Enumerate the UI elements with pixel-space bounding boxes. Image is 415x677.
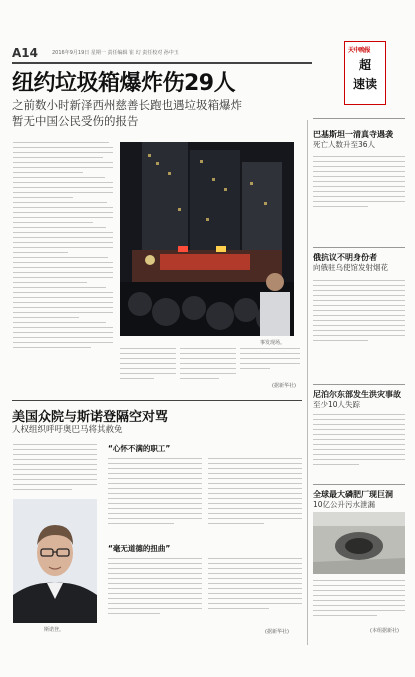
sidebar-text-phosphate [313, 580, 405, 620]
sidebar-subtitle: 向俄驻乌使馆发射烟花 [313, 263, 388, 272]
section-label-2: 速读 [352, 77, 377, 91]
sidebar-rule-1 [313, 118, 405, 119]
story2-headline: 美国众院与斯诺登隔空对骂 [12, 410, 169, 425]
sidebar-subtitle: 死亡人数升至36人 [313, 140, 376, 149]
snowden-portrait [13, 499, 97, 623]
brand-box [344, 41, 386, 105]
main-subhead-line1: 之前数小时新泽西州慈善长跑也遇垃圾箱爆炸 [12, 98, 242, 112]
sinkhole-photo [313, 512, 405, 574]
story2-section1-title: “心怀不满的职工” [108, 444, 171, 453]
main-headline: 纽约垃圾箱爆炸伤29人 [12, 71, 236, 96]
story2-column-1 [13, 444, 97, 494]
header-date-line: 2016年9月19日 星期一 责任编辑 崔 幻 责任校对 孙中玉 [52, 50, 179, 56]
sidebar-text-nepal [313, 414, 405, 469]
main-subhead [12, 97, 332, 129]
story2-source-note: (据新华社) [265, 629, 289, 635]
story2-column-5 [208, 558, 302, 613]
main-story-column-2 [120, 348, 176, 383]
section-label-1: 超 [358, 58, 371, 72]
sidebar-rule-2 [313, 247, 405, 248]
story2-section2-title: “毫无道德的扭曲” [108, 544, 171, 553]
explosion-scene-photo [120, 142, 294, 336]
main-source-note: (据新华社) [272, 383, 296, 389]
main-story-column-1 [13, 142, 113, 352]
portrait-caption: 斯诺登。 [44, 627, 65, 633]
main-story-column-3 [180, 348, 236, 383]
story2-subhead: 人权组织呼吁奥巴马将其赦免 [12, 425, 123, 435]
main-subhead-line2: 暂无中国公民受伤的报告 [12, 114, 139, 128]
story2-top-rule [12, 400, 302, 401]
brand-name: 天中晚报 [348, 47, 371, 54]
sidebar-item-russia [313, 253, 405, 273]
sidebar-title: 巴基斯坦一清真寺遇袭 [313, 130, 393, 139]
sidebar-divider [307, 120, 308, 645]
sidebar-item-pakistan [313, 130, 405, 150]
sidebar-source-note: (本组据新社) [370, 628, 399, 634]
story2-column-2 [108, 458, 202, 528]
sidebar-subtitle: 至少10人失踪 [313, 400, 361, 409]
page-number: A14 [12, 46, 38, 60]
photo-caption: 事发现场。 [260, 340, 286, 346]
sidebar-title: 全球最大磷肥厂现巨洞 [313, 490, 393, 499]
sidebar-rule-3 [313, 384, 405, 385]
sidebar-title: 俄抗议不明身份者 [313, 253, 377, 262]
sidebar-text-russia [313, 280, 405, 345]
page-header [12, 48, 312, 64]
sidebar-item-nepal [313, 390, 405, 410]
story2-column-3 [208, 458, 302, 528]
sidebar-subtitle: 10亿公升污水泄漏 [313, 500, 376, 509]
sidebar-title: 尼泊尔东部发生洪灾事故 [313, 390, 401, 399]
sidebar-text-pakistan [313, 156, 405, 211]
story2-column-4 [108, 558, 202, 618]
sidebar-item-phosphate [313, 490, 405, 510]
sidebar-rule-4 [313, 484, 405, 485]
main-story-column-4 [240, 348, 300, 373]
